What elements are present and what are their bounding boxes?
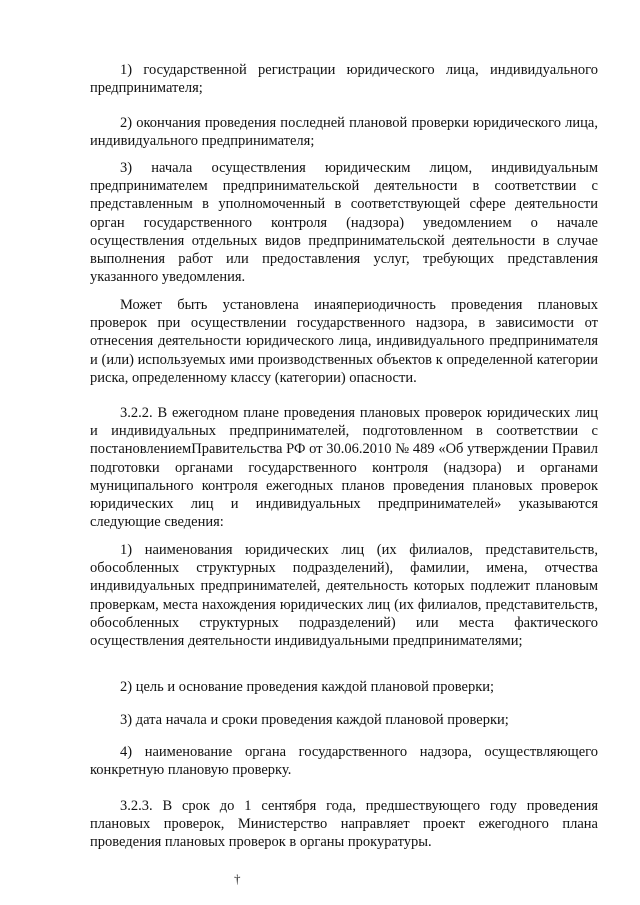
paragraph-start-activity: 3) начала осуществления юридическим лицом, индивидуальным предпринимателем предпринимательской деятельности в соответствии с представленным в уполномоченный в соответствующей сфере деятельности орган государственного контроля (надзора) уведомлением о начале осуществления отдельных видов предпринимательской деятельности в случае выполнения работ или предоставления услуг, требующих представления указанного уведомления. <box>90 160 598 286</box>
scan-artifact-mark: † <box>234 871 241 886</box>
paragraph-list-item-3: 3) дата начала и сроки проведения каждой плановой проверки; <box>120 712 509 728</box>
paragraph-list-item-4: 4) наименование органа государственного надзора, осуществляющего конкретную плановую проверку. <box>90 744 598 779</box>
paragraph-periodicity: Может быть установлена инаяпериодичность проведения плановых проверок при осуществлении государственного надзора, в зависимости от отнесения деятельности юридического лица, индивидуального предпринимателя и (или) используемых ими производственных объектов к определенной категории риска, определенному классу (категории) опасности. <box>90 297 598 386</box>
paragraph-3-2-3: 3.2.3. В срок до 1 сентября года, предшествующего году проведения плановых проверок, Министерство направляет проект ежегодного плана проведения плановых проверок в органы прокуратуры. <box>90 798 598 851</box>
paragraph-state-registration: 1) государственной регистрации юридического лица, индивидуального предпринимателя; <box>90 62 598 97</box>
paragraph-list-item-1: 1) наименования юридических лиц (их филиалов, представительств, обособленных структурных подразделений), фамилии, имена, отчества индивидуальных предпринимателей, деятельность которых подлежит плановым проверкам, места нахождения юридических лиц (их филиалов, представительств, обособленных структурных подразделений) или места фактического осуществления деятельности индивидуальными предпринимателями; <box>90 542 598 650</box>
paragraph-last-inspection: 2) окончания проведения последней плановой проверки юридического лица, индивидуального предпринимателя; <box>90 115 598 150</box>
paragraph-list-item-2: 2) цель и основание проведения каждой плановой проверки; <box>120 679 495 695</box>
paragraph-3-2-2: 3.2.2. В ежегодном плане проведения плановых проверок юридических лиц и индивидуальных предпринимателей, подготовленном в соответствии с постановлениемПравительства РФ от 30.06.2010 № 489 «Об утверждении Правил подготовки органами государственного контроля (надзора) и органами муниципального контроля ежегодных планов проведения плановых проверок юридических лиц и индивидуальных предпринимателей» указываются следующие сведения: <box>90 405 598 531</box>
